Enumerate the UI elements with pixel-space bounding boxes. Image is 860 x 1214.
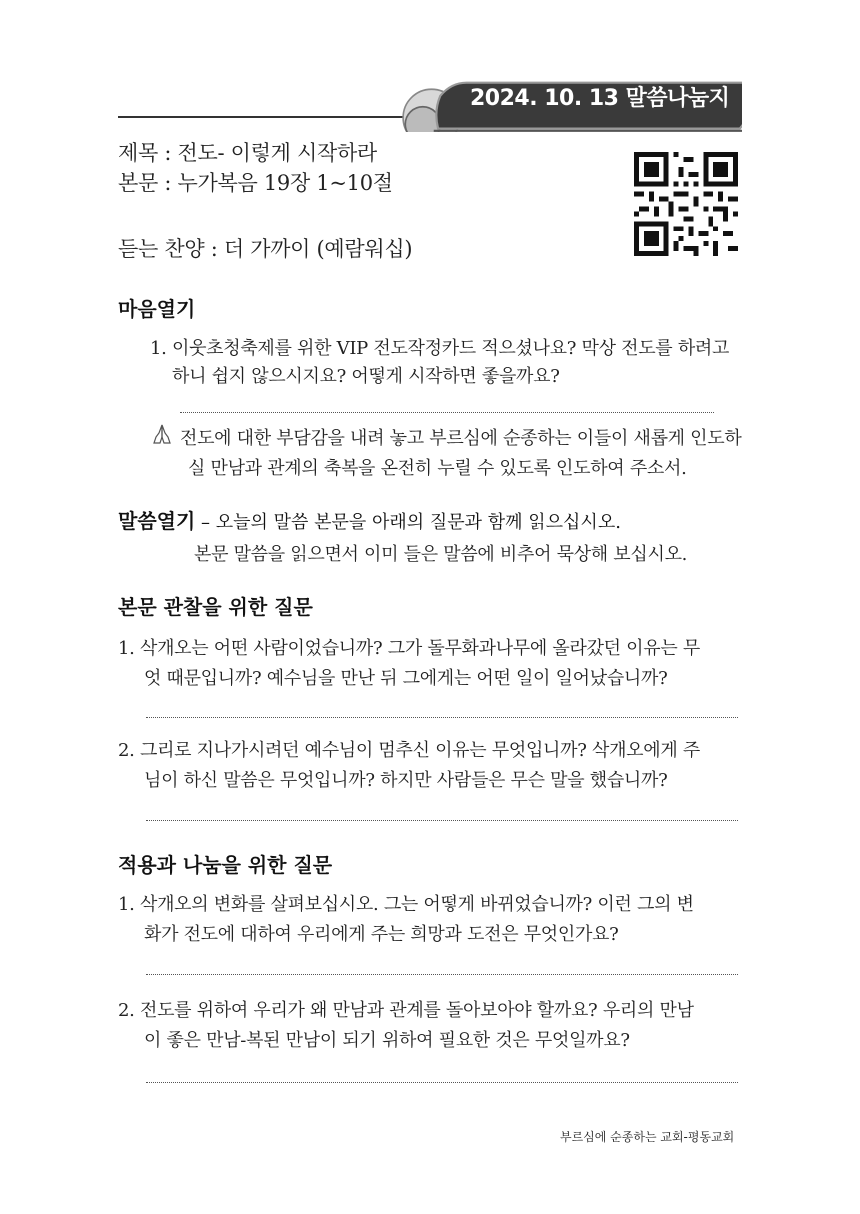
observation-q2-line1: 2. 그리로 지나가시려던 예수님이 멈추신 이유는 무엇입니까? 삭개오에게 주 (118, 740, 700, 761)
application-q2-line2: 이 좋은 만남-복된 만남이 되기 위하여 필요한 것은 무엇일까요? (144, 1030, 630, 1051)
word-heading (118, 506, 621, 538)
sermon-title: 제목 : 전도- 이렇게 시작하라 (118, 141, 377, 165)
qr-code-icon[interactable] (634, 152, 738, 256)
opening-question-line1: 1. 이웃초청축제를 위한 VIP 전도작정카드 적으셨나요? 막상 전도를 하려고 (150, 338, 730, 359)
observation-q1-line1: 1. 삭개오는 어떤 사람이었습니까? 그가 돌무화과나무에 올라갔던 이유는 무 (118, 638, 700, 659)
hymn-line: 듣는 찬양 : 더 가까이 (예람워십) (118, 237, 413, 261)
footer-church-name: 부르심에 순종하는 교회-평동교회 (560, 1130, 735, 1144)
answer-line (180, 412, 714, 413)
observation-q1-line2: 엇 때문입니까? 예수님을 만난 뒤 그에게는 어떤 일이 일어났습니까? (144, 668, 668, 689)
answer-line (146, 1082, 738, 1083)
opening-heading: 마음열기 (118, 297, 196, 321)
answer-line (146, 974, 738, 975)
prayer-line1: 전도에 대한 부담감을 내려 놓고 부르심에 순종하는 이들이 새롭게 인도하 (180, 428, 742, 449)
observation-heading: 본문 관찰을 위한 질문 (118, 595, 313, 619)
application-q1-line2: 화가 전도에 대하여 우리에게 주는 희망과 도전은 무엇인가요? (144, 924, 619, 945)
application-q1-line1: 1. 삭개오의 변화를 살펴보십시오. 그는 어떻게 바뀌었습니까? 이런 그의 변 (118, 894, 694, 915)
header-rule (118, 116, 418, 118)
observation-q2-line2: 님이 하신 말씀은 무엇입니까? 하지만 사람들은 무슨 말을 했습니까? (144, 770, 668, 791)
application-heading: 적용과 나눔을 위한 질문 (118, 853, 333, 877)
answer-line (146, 820, 738, 821)
opening-question-line2: 하니 쉽지 않으시지요? 어떻게 시작하면 좋을까요? (172, 366, 560, 387)
sermon-scripture: 본문 : 누가복음 19장 1~10절 (118, 171, 393, 195)
answer-line (146, 717, 738, 718)
word-heading-label: 말씀열기 (118, 509, 196, 533)
praying-hands-icon (150, 423, 174, 447)
header-title: 2024. 10. 13 말씀나눔지 (470, 86, 730, 111)
prayer-line2: 실 만남과 관계의 축복을 온전히 누릴 수 있도록 인도하여 주소서. (188, 458, 687, 479)
application-q2-line1: 2. 전도를 위하여 우리가 왜 만남과 관계를 돌아보아야 할까요? 우리의 만남 (118, 1000, 694, 1021)
word-instruction-line2: 본문 말씀을 읽으면서 이미 들은 말씀에 비추어 묵상해 보십시오. (194, 544, 688, 565)
word-instruction-line1: – 오늘의 말씀 본문을 아래의 질문과 함께 읽으십시오. (195, 512, 621, 533)
